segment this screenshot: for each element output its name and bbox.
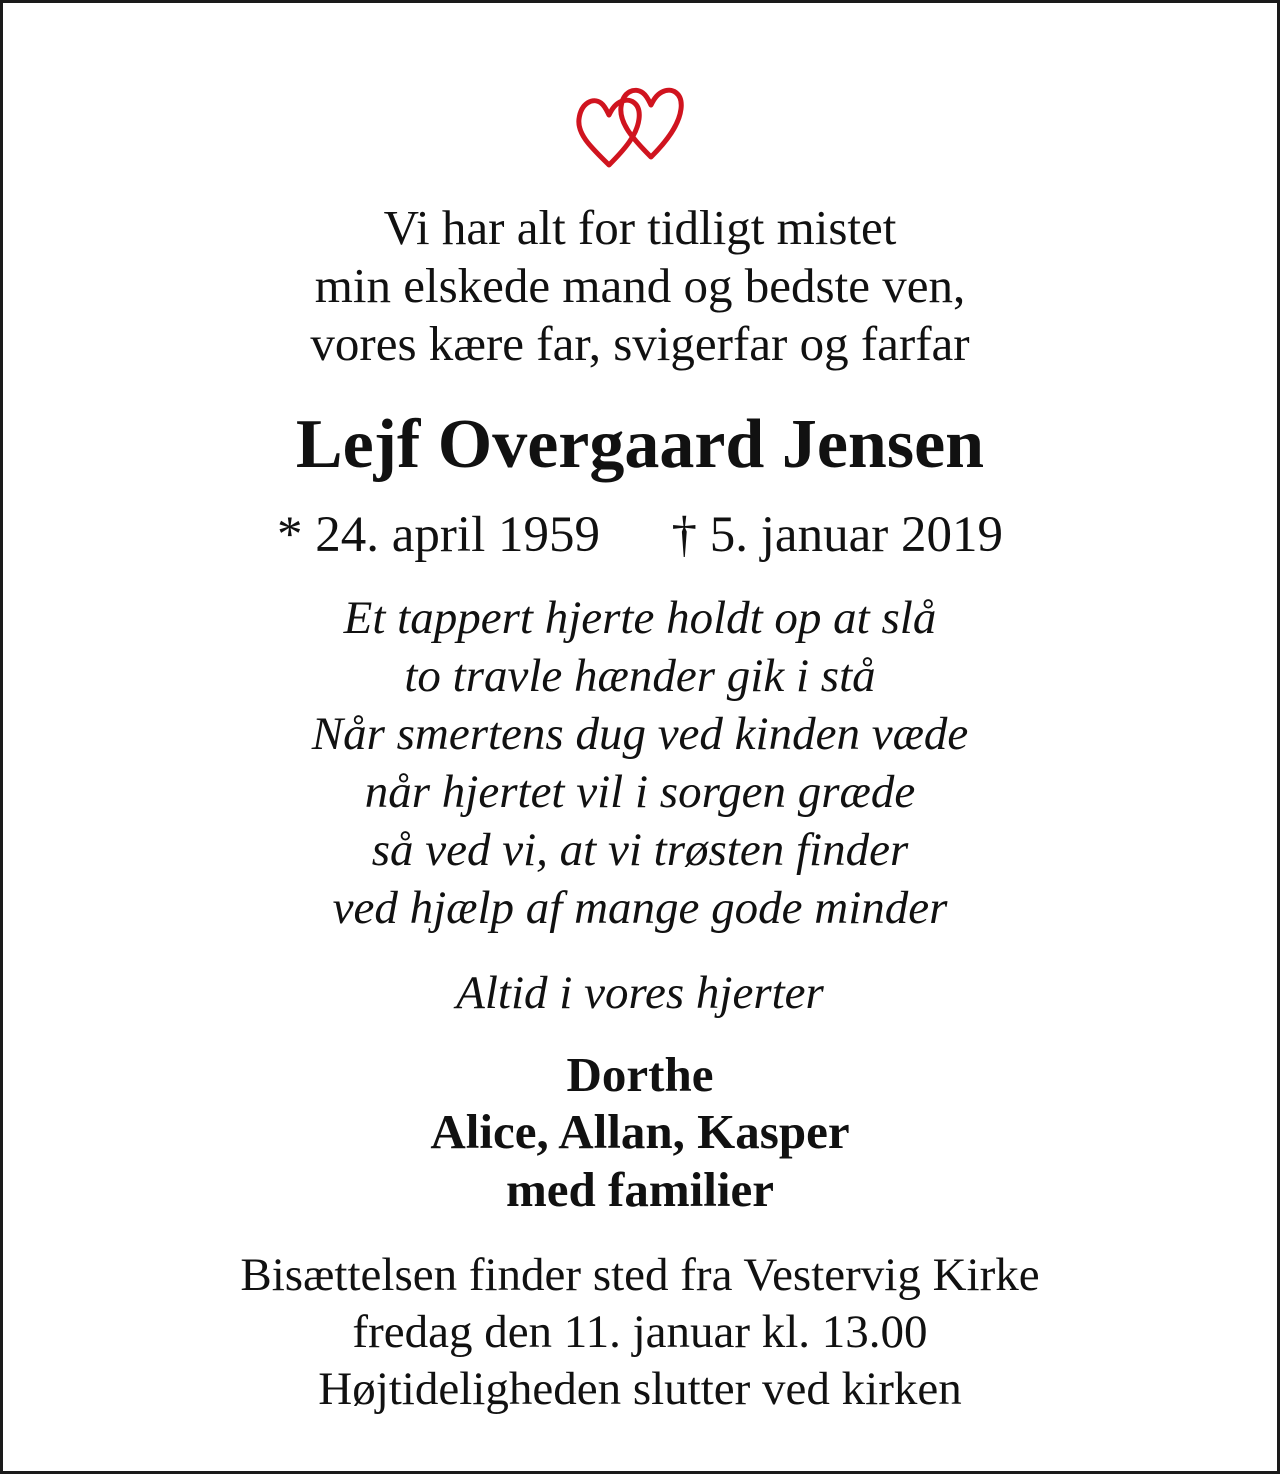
- intro-line: Vi har alt for tidligt mistet: [383, 200, 897, 255]
- closing-line: Altid i vores hjerter: [456, 967, 824, 1019]
- poem-line: Et tappert hjerte holdt op at slå: [343, 592, 937, 644]
- intro-line: vores kære far, svigerfar og farfar: [310, 316, 970, 371]
- poem-line: to travle hænder gik i stå: [404, 650, 876, 702]
- poem-line: Når smertens dug ved kinden væde: [311, 708, 969, 760]
- birth-date: 24. april 1959: [315, 507, 601, 563]
- deceased-name: Lejf Overgaard Jensen: [295, 406, 985, 483]
- poem-line: ved hjælp af mange gode minder: [332, 882, 948, 934]
- life-dates: [3, 505, 1277, 565]
- birth-symbol: *: [277, 507, 303, 563]
- signer-line: Dorthe: [566, 1047, 714, 1102]
- signer-line: Alice, Allan, Kasper: [430, 1104, 850, 1159]
- death-date: 5. januar 2019: [709, 507, 1003, 563]
- signer-line: med familier: [505, 1162, 775, 1217]
- ceremony-line: Højtideligheden slutter ved kirken: [318, 1363, 962, 1415]
- poem-line: når hjertet vil i sorgen græde: [364, 766, 916, 818]
- ceremony-line: Bisættelsen finder sted fra Vestervig Kirke: [240, 1249, 1040, 1301]
- double-hearts-icon: [563, 61, 723, 179]
- death-symbol: †: [671, 507, 698, 563]
- intro-line: min elskede mand og bedste ven,: [314, 258, 966, 313]
- ceremony-line: fredag den 11. januar kl. 13.00: [352, 1306, 928, 1358]
- poem-line: så ved vi, at vi trøsten finder: [371, 824, 909, 876]
